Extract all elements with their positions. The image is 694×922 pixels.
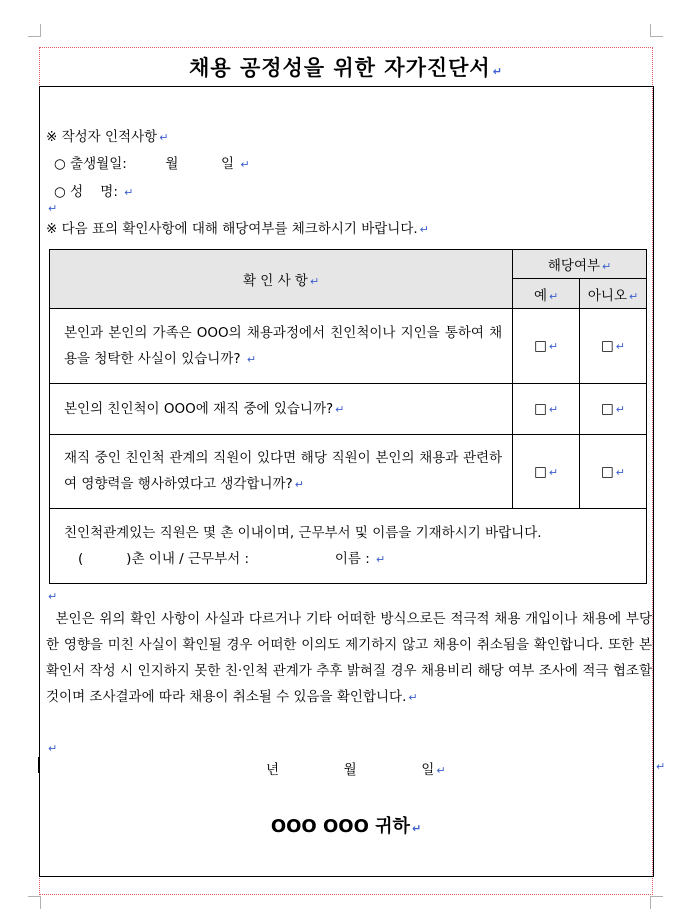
crop-mark-top-right [650, 24, 663, 37]
paragraph-mark: ↵ [548, 465, 559, 479]
paragraph-mark: ↵ [48, 742, 58, 755]
table-row [50, 509, 647, 584]
question-3 [50, 435, 513, 509]
paragraph-mark: ↵ [240, 158, 250, 171]
table-row [50, 309, 647, 384]
paragraph-mark: ↵ [48, 590, 58, 603]
paragraph-mark: ↵ [159, 131, 169, 144]
confirmation-table [49, 249, 647, 584]
question-3-yes-checkbox[interactable] [513, 435, 580, 509]
question-3-text: 재직 중인 친인척 관계의 직원이 있다면 해당 직원이 본인의 채용과 관련하여 영향력을 행사하였다고 생각합니까? [64, 450, 503, 492]
paragraph-mark: ↵ [294, 478, 304, 491]
header-confirmation-items [50, 250, 513, 309]
question-1-yes-checkbox[interactable] [513, 309, 580, 384]
empty-line [46, 200, 57, 216]
date-month-label: 월 [343, 762, 357, 778]
relative-details-fields-text: ( )촌 이내 / 근무부서 : 이름 : [78, 550, 370, 567]
crop-mark-bottom-right [650, 896, 663, 909]
text-cursor [38, 757, 40, 773]
checkbox-glyph: □ [534, 401, 547, 417]
checkbox-glyph: □ [601, 463, 614, 480]
empty-line [46, 588, 57, 604]
date-year-label: 년 [266, 762, 280, 778]
header-applicable-text: 해당여부 [547, 258, 601, 274]
addressee-text: OOO OOO 귀하 [270, 816, 410, 837]
paragraph-mark: ↵ [548, 403, 559, 416]
header-confirmation-items-text: 확 인 사 항 [242, 273, 308, 289]
checkbox-glyph: □ [601, 338, 614, 354]
question-1 [50, 309, 513, 384]
instruction-text: ※ 다음 표의 확인사항에 대해 해당여부를 체크하시기 바랍니다. [46, 221, 418, 237]
relative-details-cell[interactable] [50, 509, 647, 584]
paragraph-mark: ↵ [615, 465, 626, 479]
document-title[interactable] [40, 52, 652, 82]
question-2-no-checkbox[interactable] [580, 384, 647, 435]
header-no-text: 아니오 [587, 287, 627, 304]
birth-day-label: 일 [221, 156, 235, 172]
signature-date-line[interactable] [266, 758, 446, 778]
instruction-line[interactable] [46, 217, 429, 237]
empty-line [46, 740, 57, 756]
paragraph-mark: ↵ [335, 402, 345, 416]
paragraph-mark: ↵ [656, 760, 666, 773]
writer-info-heading-text: ※ 작성자 인적사항 [46, 129, 158, 145]
birth-date-label: ○ 출생월일: [54, 156, 127, 172]
header-no [580, 279, 647, 309]
header-yes-text: 예 [533, 287, 548, 304]
paragraph-mark: ↵ [549, 289, 559, 303]
relative-details-instruction-text: 친인척관계있는 직원은 몇 촌 이내이며, 근무부서 및 이름을 기재하시기 바랍니다. [64, 524, 542, 541]
checkbox-glyph: □ [601, 401, 614, 417]
name-line[interactable] [54, 180, 133, 200]
paragraph-mark: ↵ [411, 822, 422, 835]
crop-mark-top-left [28, 24, 41, 37]
question-2-yes-checkbox[interactable] [513, 384, 580, 435]
confirmation-statement[interactable] [46, 606, 652, 711]
question-1-text: 본인과 본인의 가족은 OOO의 채용과정에서 친인척이나 지인을 통하여 채용을 청탁한 사실이 있습니까? [64, 324, 503, 367]
paragraph-mark: ↵ [408, 691, 418, 704]
confirmation-statement-text: 본인은 위의 확인 사항이 사실과 다르거나 기타 어떠한 방식으로든 적극적 채용 개입이나 채용에 부당한 영향을 미친 사실이 확인될 경우 어떠한 이의도 제기하지 않고 채용이 취소됨을 확인합니다. 또한 본 확인서 작성 시 인지하지 못한 친·인척 관계가 추후 밝혀질 경우 채용비리 해당 여부 조사에 적극 협조할 것이며 조사결과에 따라 채용이 취소될 수 있음을 확인합니다. [46, 611, 652, 705]
paragraph-mark: ↵ [376, 552, 386, 566]
table-row [50, 435, 647, 509]
paragraph-mark: ↵ [602, 260, 612, 273]
checkbox-glyph: □ [534, 463, 547, 480]
birth-month-label: 월 [165, 156, 179, 172]
question-2 [50, 384, 513, 435]
paragraph-mark: ↵ [48, 202, 58, 215]
paragraph-mark: ↵ [615, 340, 626, 353]
name-label: ○ 성 명: [54, 184, 118, 200]
paragraph-mark: ↵ [419, 223, 429, 236]
addressee[interactable] [40, 812, 652, 838]
question-2-text: 본인의 친인척이 OOO에 재직 중에 있습니까? [64, 400, 334, 417]
paragraph-mark: ↵ [309, 275, 320, 288]
date-day-label: 일 [421, 762, 435, 778]
paragraph-mark: ↵ [492, 65, 503, 78]
table-row [50, 384, 647, 435]
paragraph-mark: ↵ [615, 403, 626, 416]
writer-info-heading[interactable] [46, 125, 168, 145]
title-text: 채용 공정성을 위한 자가진단서 [189, 56, 491, 80]
paragraph-mark: ↵ [548, 340, 559, 353]
paragraph-mark: ↵ [628, 289, 639, 303]
paragraph-mark: ↵ [124, 186, 134, 199]
question-3-no-checkbox[interactable] [580, 435, 647, 509]
header-yes [513, 279, 580, 309]
birth-date-line[interactable] [54, 152, 250, 172]
checkbox-glyph: □ [534, 338, 547, 354]
paragraph-mark: ↵ [436, 764, 446, 777]
relative-details-fields[interactable] [64, 546, 646, 573]
paragraph-mark: ↵ [246, 352, 257, 366]
crop-mark-bottom-left [28, 896, 41, 909]
relative-details-instruction [64, 520, 646, 546]
header-applicable [513, 250, 647, 279]
question-1-no-checkbox[interactable] [580, 309, 647, 384]
